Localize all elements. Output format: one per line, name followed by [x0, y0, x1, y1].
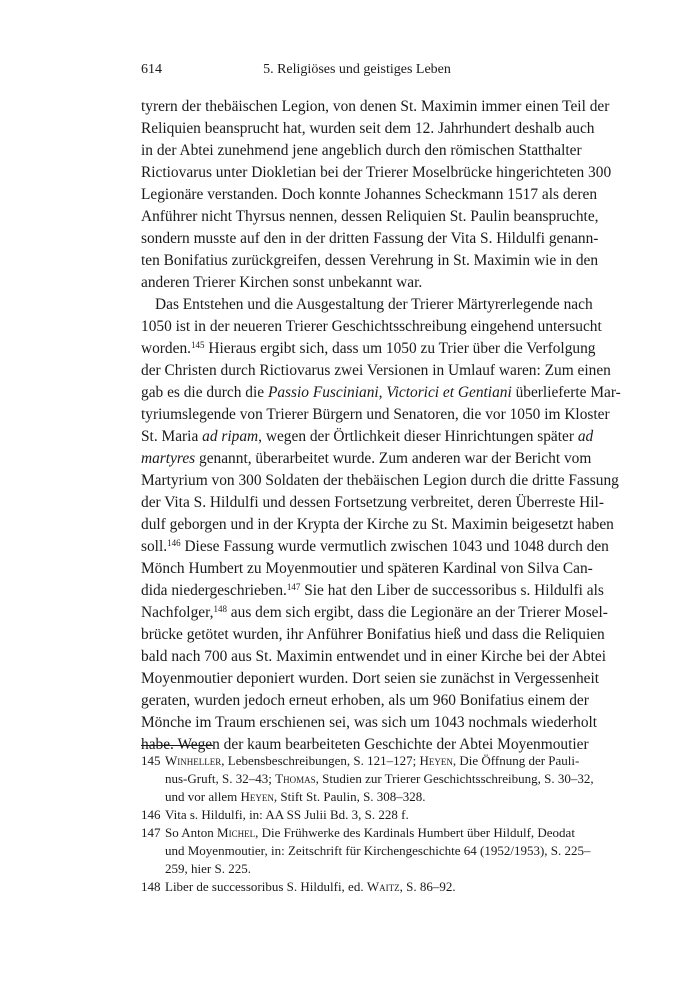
- body-text: [141, 96, 621, 756]
- text-line: gab es die durch die Passio Fusciniani, Victorici et Gentiani überlieferte Mar-: [141, 384, 621, 401]
- text-line: der Vita S. Hildulfi und dessen Fortsetzung verbreitet, deren Überreste Hil-: [141, 494, 604, 511]
- footnote-line: und vor allem Heyen, Stift St. Paulin, S. 308–328.: [165, 789, 426, 804]
- footnote-line: Winheller, Lebensbeschreibungen, S. 121–127; Heyen, Die Öffnung der Pauli-: [165, 753, 580, 768]
- text-line: tyrern der thebäischen Legion, von denen St. Maximin immer einen Teil der: [141, 98, 610, 115]
- text-line: martyres genannt, überarbeitet wurde. Zum anderen war der Bericht vom: [141, 450, 592, 467]
- text-line: ten Bonifatius zurückgreifen, dessen Verehrung in St. Maximin wie in den: [141, 252, 599, 269]
- text-line: Das Entstehen und die Ausgestaltung der Trierer Märtyrerlegende nach: [155, 296, 593, 313]
- text-line: der Christen durch Rictiovarus zwei Versionen in Umlauf waren: Zum einen: [141, 362, 611, 379]
- text-line: bald nach 700 aus St. Maximin entwendet und in einer Kirche bei der Abtei: [141, 648, 607, 665]
- footnote-line: und Moyenmoutier, in: Zeitschrift für Kirchengeschichte 64 (1952/1953), S. 225–: [165, 843, 591, 858]
- chapter-title: 5. Religiöses und geistiges Leben: [263, 62, 451, 77]
- footnote-146: [141, 806, 573, 824]
- footnote-ref-145[interactable]: 145: [191, 340, 205, 350]
- text-line: 1050 ist in der neueren Trierer Geschichtsschreibung eingehend untersucht: [141, 318, 602, 335]
- footnote-line: nus-Gruft, S. 32–43; Thomas, Studien zur Trierer Geschichtsschreibung, S. 30–32,: [165, 771, 594, 786]
- italic-term: ad: [577, 428, 594, 445]
- book-page: [141, 62, 621, 894]
- text-line: tyriumslegende von Trierer Bürgern und Senatoren, die vor 1050 im Kloster: [141, 406, 610, 423]
- text-line: Moyenmoutier deponiert wurden. Dort seien sie zunächst in Vergessenheit: [141, 670, 600, 687]
- italic-title: Passio Fusciniani, Victorici et Gentiani: [267, 384, 512, 401]
- footnote-number: 145: [141, 753, 161, 768]
- footnote-ref-147[interactable]: 147: [286, 582, 301, 592]
- footnote-ref-148[interactable]: 148: [213, 604, 227, 614]
- text-line: habe. Wegen der kaum bearbeiteten Geschichte der Abtei Moyenmoutier: [141, 736, 589, 753]
- text-line: worden.$^{145}$ Hieraus ergibt sich, dass um 1050 zu Trier über die Verfolgung: [141, 340, 596, 357]
- footnote-line: So Anton Michel, Die Frühwerke des Kardinals Humbert über Hildulf, Deodat: [165, 825, 575, 840]
- page-number: 614: [141, 62, 162, 77]
- text-line: Reliquien beansprucht hat, wurden seit dem 12. Jahrhundert deshalb auch: [141, 120, 595, 137]
- footnote-ref-146[interactable]: 146: [167, 538, 181, 548]
- footnote-145: [141, 752, 594, 806]
- footnote-number: 146: [141, 807, 161, 822]
- running-head: [141, 62, 573, 80]
- footnote-line: Liber de successoribus S. Hildulfi, ed. Waitz, S. 86–92.: [165, 879, 456, 894]
- footnotes: [141, 752, 594, 896]
- footnote-line: 259, hier S. 225.: [165, 861, 251, 876]
- text-line: Legionäre verstanden. Doch konnte Johannes Scheckmann 1517 als deren: [141, 186, 598, 203]
- text-line: Nachfolger,$^{148}$ aus dem sich ergibt, dass die Legionäre an der Trierer Mosel-: [141, 604, 608, 621]
- text-line: sondern musste auf den in der dritten Fassung der Vita S. Hildulfi genann-: [141, 230, 599, 247]
- text-line: Mönch Humbert zu Moyenmoutier und späteren Kardinal von Silva Can-: [141, 560, 593, 577]
- text-line: Martyrium von 300 Soldaten der thebäischen Legion durch die dritte Fassung: [141, 472, 619, 489]
- footnote-147: [141, 824, 591, 878]
- text-line: geraten, wurden jedoch erneut erhoben, als um 960 Bonifatius einem der: [141, 692, 589, 709]
- text-line: soll.$^{146}$ Diese Fassung wurde vermutlich zwischen 1043 und 1048 durch den: [141, 538, 609, 555]
- text-line: anderen Trierer Kirchen sonst unbekannt war.: [141, 274, 423, 291]
- text-line: brücke getötet wurden, ihr Anführer Bonifatius hieß und dass die Reliquien: [141, 626, 605, 643]
- text-line: Mönche im Traum erschienen sei, was sich um 1043 nochmals wiederholt: [141, 714, 598, 731]
- footnote-line: Vita s. Hildulfi, in: AA SS Julii Bd. 3, S. 228 f.: [165, 807, 409, 822]
- italic-term: martyres: [141, 450, 196, 467]
- footnote-number: 147: [141, 825, 161, 840]
- italic-term: ad ripam: [202, 428, 259, 445]
- footnote-number: 148: [141, 879, 161, 894]
- text-line: Rictiovarus unter Diokletian bei der Trierer Moselbrücke hingerichteten 300: [141, 164, 612, 181]
- footnote-divider: [141, 745, 213, 746]
- footnote-148: [141, 878, 573, 896]
- text-line: dida niedergeschrieben.$^{147}$ Sie hat den Liber de successoribus s. Hildulfi als: [141, 582, 604, 599]
- text-line: St. Maria ad ripam, wegen der Örtlichkeit dieser Hinrichtungen später ad: [141, 428, 594, 445]
- text-line: Anführer nicht Thyrsus nennen, dessen Reliquien St. Paulin beanspruchte,: [141, 208, 599, 225]
- text-line: in der Abtei zunehmend jene angeblich durch den römischen Statthalter: [141, 142, 582, 159]
- text-line: dulf geborgen und in der Krypta der Kirche zu St. Maximin beigesetzt haben: [141, 516, 614, 533]
